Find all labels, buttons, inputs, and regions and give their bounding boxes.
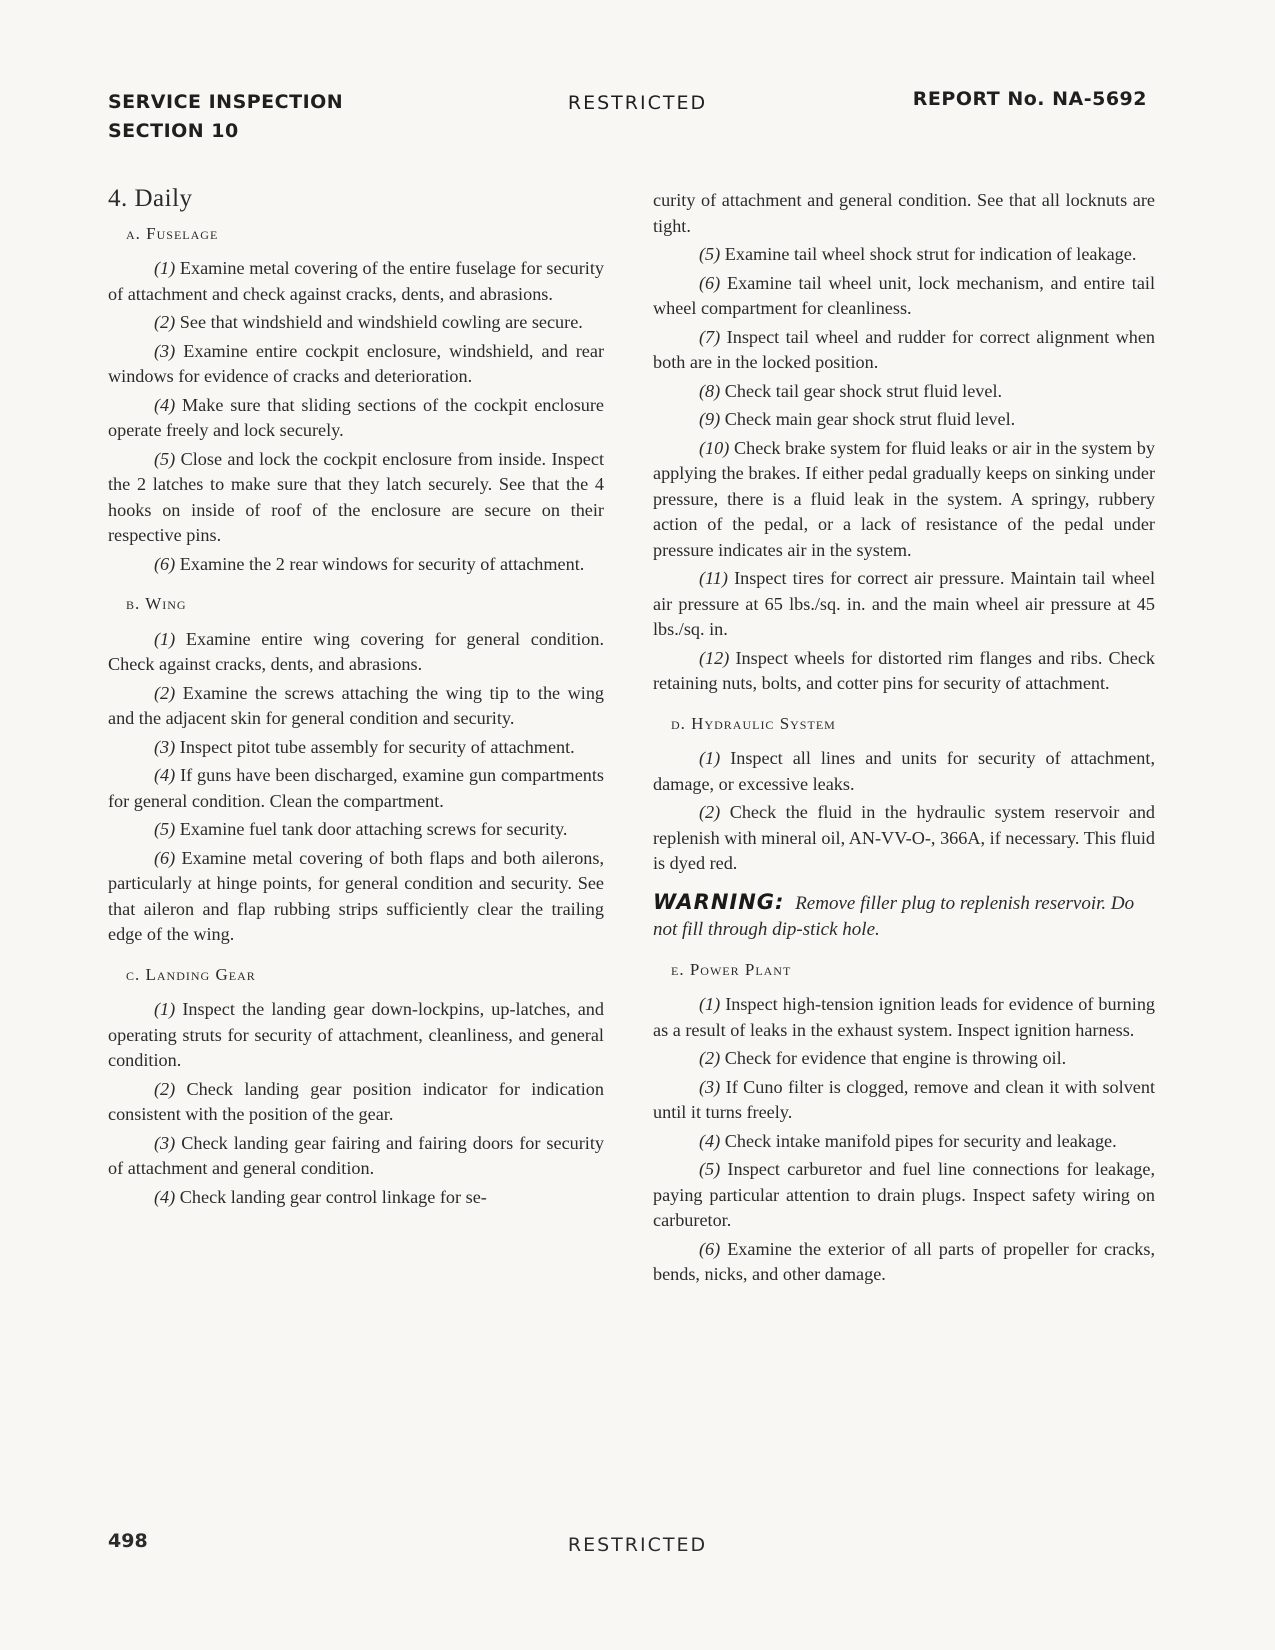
item-number: (11) bbox=[699, 568, 728, 588]
item-text: Check for evidence that engine is throwing oil. bbox=[724, 1048, 1067, 1068]
item-text: Examine the screws attaching the wing tip to the wing and the adjacent skin for general condition and security. bbox=[108, 682, 605, 728]
item-text: Check landing gear fairing and fairing doors for security of attachment and general condition. bbox=[108, 1132, 605, 1178]
item-number: (4) bbox=[154, 765, 176, 785]
item-text: Check landing gear position indicator for indication consistent with the position of the gear. bbox=[108, 1078, 604, 1124]
continued-text: curity of attachment and general condition. See that all locknuts are tight. bbox=[653, 190, 1155, 236]
item-text: Close and lock the cockpit enclosure from inside. Inspect the 2 latches to make sure that they latch securely. See that the 4 hooks on inside of roof of the enclosure are secure on their respective pins. bbox=[108, 448, 604, 545]
list-item bbox=[108, 763, 604, 814]
item-text: See that windshield and windshield cowling are secure. bbox=[179, 312, 583, 332]
item-number: (1) bbox=[154, 999, 176, 1019]
subsection-landing-gear-heading: c. Landing Gear bbox=[126, 964, 256, 984]
list-item bbox=[653, 1046, 1155, 1072]
list-item bbox=[653, 407, 1155, 433]
list-item bbox=[108, 552, 604, 578]
item-text: Inspect carburetor and fuel line connections for leakage, paying particular attention to drain plugs. Inspect safety wiring on carburetor. bbox=[653, 1159, 1155, 1230]
classification-header: RESTRICTED bbox=[567, 92, 708, 114]
item-number: (4) bbox=[699, 1130, 721, 1151]
item-text: Check intake manifold pipes for security and leakage. bbox=[724, 1130, 1117, 1151]
service-inspection-label: SERVICE INSPECTION bbox=[108, 91, 344, 113]
item-text: Inspect wheels for distorted rim flanges and ribs. Check retaining nuts, bolts, and cotter pins for security of attachment. bbox=[653, 647, 1155, 693]
item-number: (5) bbox=[154, 819, 176, 839]
item-text: Examine entire cockpit enclosure, windshield, and rear windows for evidence of cracks and deterioration. bbox=[108, 340, 604, 386]
item-number: (4) bbox=[154, 1186, 176, 1207]
list-item bbox=[653, 992, 1155, 1043]
item-number: (1) bbox=[699, 994, 721, 1014]
item-number: (8) bbox=[699, 380, 721, 401]
warning-text: Remove filler plug to replenish reservoir. Do not fill through dip-stick hole. bbox=[653, 892, 1135, 940]
item-text: Examine tail wheel unit, lock mechanism, and entire tail wheel compartment for cleanliness. bbox=[653, 272, 1156, 318]
list-item bbox=[653, 1157, 1155, 1234]
item-number: (3) bbox=[699, 1076, 721, 1097]
list-item bbox=[653, 800, 1155, 877]
list-item bbox=[653, 646, 1155, 697]
item-text: If guns have been discharged, examine gun compartments for general condition. Clean the compartment. bbox=[108, 765, 604, 811]
item-text: Check landing gear control linkage for se- bbox=[179, 1186, 487, 1207]
item-number: (5) bbox=[699, 244, 721, 264]
item-number: (1) bbox=[699, 748, 721, 768]
item-number: (9) bbox=[699, 409, 721, 429]
item-number: (3) bbox=[154, 736, 176, 757]
list-item bbox=[108, 339, 604, 390]
item-text: Inspect high-tension ignition leads for evidence of burning as a result of leaks in the exhaust system. Inspect ignition harness. bbox=[653, 994, 1156, 1040]
item-number: (6) bbox=[154, 553, 176, 574]
item-number: (5) bbox=[154, 448, 176, 469]
item-number: (7) bbox=[699, 326, 721, 347]
item-number: (1) bbox=[154, 258, 176, 278]
subsection-wing-heading: b. Wing bbox=[126, 594, 187, 613]
item-number: (10) bbox=[699, 437, 730, 458]
report-number: REPORT No. NA-5692 bbox=[912, 88, 1147, 110]
page-number: 498 bbox=[108, 1530, 148, 1552]
item-text: Examine metal covering of the entire fuselage for security of attachment and check against cracks, dents, and abrasions. bbox=[108, 258, 604, 304]
list-item bbox=[653, 436, 1155, 564]
section-title: 4. Daily bbox=[108, 185, 193, 212]
item-number: (3) bbox=[154, 340, 176, 361]
item-number: (2) bbox=[154, 1078, 176, 1099]
subsection-hydraulic-heading: d. Hydraulic System bbox=[671, 713, 836, 733]
list-item bbox=[653, 1237, 1155, 1288]
item-text: Inspect tail wheel and rudder for correct alignment when both are in the locked position. bbox=[653, 326, 1155, 372]
list-item bbox=[653, 1075, 1155, 1126]
item-number: (6) bbox=[154, 847, 176, 868]
item-text: Examine the 2 rear windows for security of attachment. bbox=[179, 553, 585, 574]
list-item bbox=[108, 735, 604, 761]
list-item bbox=[108, 846, 604, 948]
list-item bbox=[108, 393, 604, 444]
list-item bbox=[108, 1077, 604, 1128]
subsection-fuselage-heading: a. Fuselage bbox=[126, 223, 219, 243]
subsection-power-plant-heading: e. Power Plant bbox=[671, 959, 792, 979]
item-number: (4) bbox=[154, 394, 176, 415]
item-number: (6) bbox=[699, 1238, 721, 1259]
classification-footer: RESTRICTED bbox=[567, 1534, 708, 1556]
item-text: Inspect all lines and units for security of attachment, damage, or excessive leaks. bbox=[653, 748, 1155, 794]
list-item bbox=[108, 681, 604, 732]
list-item bbox=[653, 379, 1155, 405]
item-text: Examine metal covering of both flaps and both ailerons, particularly at hinge points, for general condition and security. See that aileron and flap rubbing strips sufficiently clear the trailing edge of the wing. bbox=[108, 847, 605, 944]
list-item bbox=[108, 1185, 604, 1211]
item-number: (1) bbox=[154, 628, 176, 649]
item-text: Examine the exterior of all parts of propeller for cracks, bends, nicks, and other damage. bbox=[653, 1238, 1155, 1284]
warning-label: WARNING: bbox=[653, 889, 785, 914]
item-number: (2) bbox=[699, 1048, 721, 1068]
item-number: (2) bbox=[154, 682, 176, 703]
item-text: Check main gear shock strut fluid level. bbox=[724, 409, 1016, 429]
list-item bbox=[108, 1131, 604, 1182]
list-item bbox=[653, 746, 1155, 797]
list-item bbox=[108, 447, 604, 549]
section-label: SECTION 10 bbox=[108, 120, 239, 142]
item-text: Examine fuel tank door attaching screws for security. bbox=[179, 819, 568, 839]
list-item bbox=[108, 256, 604, 307]
item-number: (2) bbox=[699, 802, 721, 822]
list-item bbox=[653, 325, 1155, 376]
item-text: Inspect the landing gear down-lockpins, up-latches, and operating struts for security of attachment, cleanliness, and general condition. bbox=[108, 999, 604, 1070]
item-text: Inspect tires for correct air pressure. Maintain tail wheel air pressure at 65 lbs./sq. in. and the main wheel air pressure at 45 lbs./sq. in. bbox=[653, 568, 1156, 639]
item-text: Check brake system for fluid leaks or air in the system by applying the brakes. If either pedal gradually keeps on sinking under pressure, there is a fluid leak in the system. A springy, rubbery action of the pedal, or a lack of resistance of the pedal under pressure indicates air in the system. bbox=[653, 437, 1155, 560]
item-number: (2) bbox=[154, 312, 176, 332]
list-item bbox=[653, 242, 1155, 268]
list-item bbox=[653, 566, 1155, 643]
item-number: (3) bbox=[154, 1132, 176, 1153]
list-item bbox=[653, 1129, 1155, 1155]
item-text: Examine entire wing covering for general condition. Check against cracks, dents, and abrasions. bbox=[108, 628, 604, 674]
right-column bbox=[653, 188, 1155, 1291]
list-item bbox=[108, 627, 604, 678]
item-number: (12) bbox=[699, 647, 730, 668]
item-text: Check tail gear shock strut fluid level. bbox=[724, 380, 1003, 401]
item-text: If Cuno filter is clogged, remove and clean it with solvent until it turns freely. bbox=[653, 1076, 1156, 1122]
list-item bbox=[108, 817, 604, 843]
item-text: Make sure that sliding sections of the cockpit enclosure operate freely and lock securely. bbox=[108, 394, 605, 440]
item-number: (6) bbox=[699, 272, 721, 293]
warning-note bbox=[653, 889, 1155, 943]
item-text: Inspect pitot tube assembly for security of attachment. bbox=[179, 736, 575, 757]
left-column bbox=[108, 186, 604, 1213]
list-item bbox=[108, 310, 604, 336]
item-text: Examine tail wheel shock strut for indication of leakage. bbox=[724, 244, 1137, 264]
item-number: (5) bbox=[699, 1159, 721, 1179]
list-item bbox=[653, 271, 1155, 322]
list-item bbox=[108, 997, 604, 1074]
item-text: Check the fluid in the hydraulic system reservoir and replenish with mineral oil, AN-VV-O-, 366A, if necessary. This fluid is dyed red. bbox=[653, 802, 1156, 873]
